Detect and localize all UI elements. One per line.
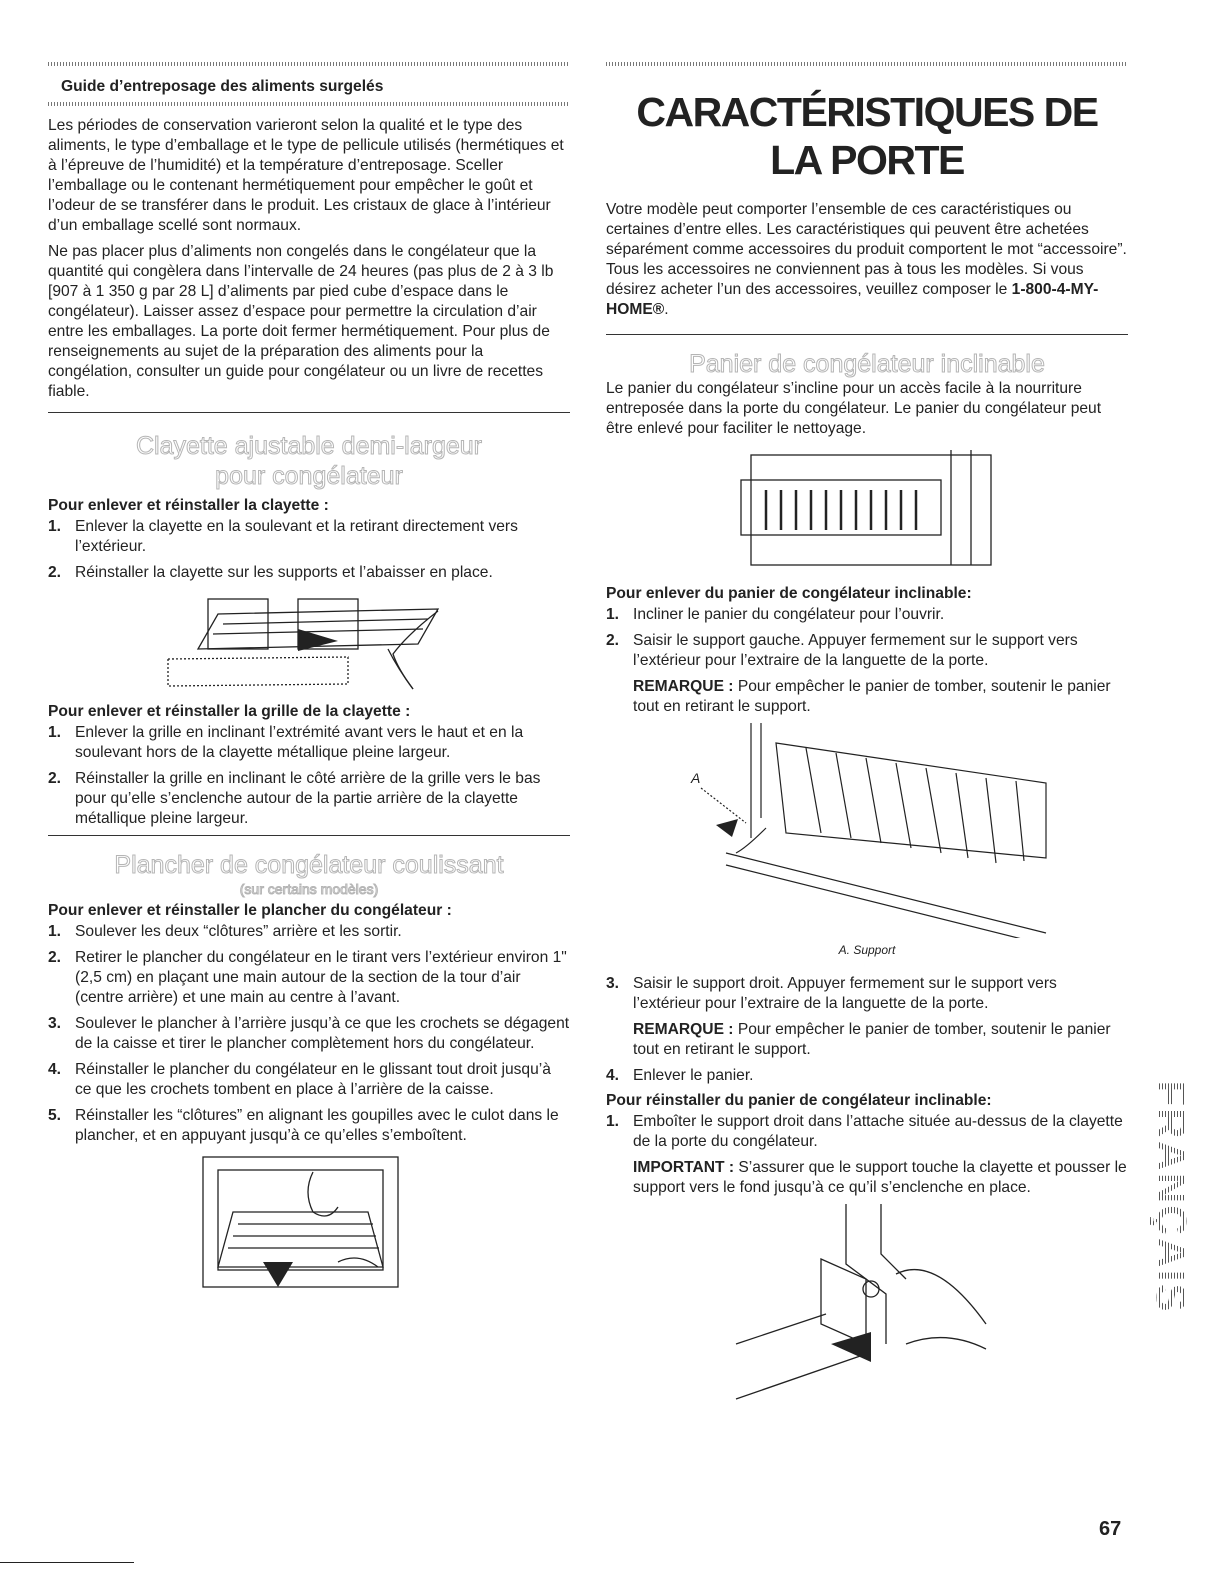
shelf-illustration <box>48 589 570 699</box>
divider <box>48 62 570 66</box>
divider <box>48 835 570 836</box>
list-item: 3. Saisir le support droit. Appuyer fermement sur le support vers l’extérieur pour l’extraire de la languette de la porte. REMARQUE : Pour empêcher le panier de tomber, soutenir le panier tout en retirant le support. <box>606 974 1128 1060</box>
basket-illustration <box>606 445 1128 575</box>
list-item: 3. Soulever le plancher à l’arrière jusqu’à ce que les crochets se dégagent de la caisse et tirer le plancher complètement hors du congélateur. <box>48 1015 570 1052</box>
list-item: 4. Enlever le panier. <box>606 1067 754 1084</box>
page-title <box>606 88 1128 184</box>
divider <box>606 62 1128 66</box>
guide-paragraph-1: Les périodes de conservation varieront selon la qualité et le type des aliments, le type d’emballage et le type de pellicule utilisés (hermétiques et à l’épreuve de l’humidité) et la température d’entreposage. Sceller l’emballage ou le contenant hermétiquement pour empêcher le goût et l’odeur de se transférer dans le produit. Les cristaux de glace à l’intérieur d’un emballage scellé sont normaux. <box>48 117 564 234</box>
divider <box>48 102 570 106</box>
page-title-line-1: CARACTÉRISTIQUES DE <box>636 89 1098 135</box>
remove-subheading: Pour enlever du panier de congélateur inclinable: <box>606 585 972 602</box>
install-illustration <box>606 1204 1128 1404</box>
shelf-subheading: Pour enlever et réinstaller la clayette : <box>48 497 329 514</box>
list-item: 4. Réinstaller le plancher du congélateur en le glissant tout droit jusqu’à ce que les crochets tombent en place à l’arrière de la caisse. <box>48 1061 551 1098</box>
list-item: 2. Retirer le plancher du congélateur en le tirant vers l’extérieur environ 1" (2,5 cm) en plaçant une main autour de la section de la tour d’air (centre arrière) et une main au centre à l’avant. <box>48 949 567 1006</box>
floor-subheading: Pour enlever et réinstaller le plancher du congélateur : <box>48 902 452 919</box>
list-item: 5. Réinstaller les “clôtures” en alignant les goupilles avec le culot dans le plancher, et en appuyant jusqu’à ce qu’elles s’emboîtent. <box>48 1107 559 1144</box>
divider <box>48 412 570 413</box>
grid-subheading: Pour enlever et réinstaller la grille de la clayette : <box>48 703 411 720</box>
list-item: 2. Réinstaller la grille en inclinant le côté arrière de la grille vers le bas pour qu’elle s’enclenche autour de la partie arrière de la clayette métallique pleine largeur. <box>48 770 541 827</box>
page-number: 67 <box>1099 1518 1122 1540</box>
page-title-line-2: LA PORTE <box>770 137 964 183</box>
install-steps <box>606 1112 1128 1198</box>
shelf-section-title: Clayette ajustable demi-largeur <box>135 432 482 460</box>
basket-paragraph: Le panier du congélateur s’incline pour un accès facile à la nourriture entreposée dans la porte du congélateur. Le panier du congélateur peut être enlevé pour faciliter le nettoyage. <box>606 380 1102 437</box>
basket-section-title: Panier de congélateur inclinable <box>689 350 1045 378</box>
list-item: 1. Incliner le panier du congélateur pour l’ouvrir. <box>606 606 945 623</box>
remove-steps <box>606 605 1128 717</box>
divider <box>0 1562 134 1563</box>
intro-paragraph: Votre modèle peut comporter l’ensemble de ces caractéristiques ou certaines d’entre elles. Les caractéristiques qui peuvent être achetées séparément comme accessoires du produit comportent le mot “accessoire”. Tous les accessoires ne conviennent pas à tous les modèles. Si vous désirez acheter l’un des accessoires, veuillez composer le 1-800-4-MY-HOME®. <box>606 201 1127 318</box>
guide-title: Guide d’entreposage des aliments surgelés <box>61 78 384 95</box>
side-language-tab: FRANÇAIS <box>1148 1080 1195 1314</box>
remark: REMARQUE : Pour empêcher le panier de tomber, soutenir le panier tout en retirant le support. <box>633 678 1111 715</box>
guide-paragraph-2: Ne pas placer plus d’aliments non congelés dans le congélateur que la quantité qui congèlera dans l’intervalle de 24 heures (pas plus de 2 à 3 lb [907 à 1 350 g par 28 L] d’aliments par pied cube d’espace dans le congélateur). Laisser assez d’espace pour permettre la circulation d’air entre les emballages. La porte doit fermer hermétiquement. Pour plus de renseignements au sujet de la préparation des aliments pour la congélation, consulter un guide pour congélateur ou un livre de recettes fiable. <box>48 243 554 400</box>
grid-steps <box>48 723 570 829</box>
phone-number: 1-800-4-MY-HOME® <box>606 281 1099 318</box>
list-item: 1. Enlever la grille en inclinant l’extrémité avant vers le haut et en la soulevant hors de la clayette métallique pleine largeur. <box>48 724 524 761</box>
figure-label-a: A <box>691 770 701 786</box>
floor-section-title: Plancher de congélateur coulissant <box>114 851 504 879</box>
shelf-steps <box>48 517 570 583</box>
shelf-section-title-line-2: pour congélateur <box>215 462 403 490</box>
figure-caption: A. Support <box>838 943 896 957</box>
floor-steps <box>48 922 570 1146</box>
support-illustration <box>606 723 1128 938</box>
list-item: 1. Emboîter le support droit dans l’attache située au-dessus de la clayette de la porte du congélateur. IMPORTANT : S’assurer que le support touche la clayette et pousser le support vers le fond jusqu’à ce qu’il s’enclenche en place. <box>606 1113 1127 1196</box>
remove-steps-continued <box>606 974 1128 1086</box>
install-subheading: Pour réinstaller du panier de congélateur inclinable: <box>606 1092 992 1109</box>
floor-illustration <box>48 1152 570 1292</box>
remark: REMARQUE : Pour empêcher le panier de tomber, soutenir le panier tout en retirant le support. <box>633 1021 1111 1058</box>
left-column <box>48 62 570 1292</box>
list-item: 2. Réinstaller la clayette sur les supports et l’abaisser en place. <box>48 564 493 581</box>
important-note: IMPORTANT : S’assurer que le support touche la clayette et pousser le support vers le fond jusqu’à ce qu’il s’enclenche en place. <box>633 1159 1127 1196</box>
floor-section-note: (sur certains modèles) <box>239 881 379 897</box>
list-item: 1. Soulever les deux “clôtures” arrière et les sortir. <box>48 923 402 940</box>
list-item: 2. Saisir le support gauche. Appuyer fermement sur le support vers l’extérieur pour l’extraire de la languette de la porte. REMARQUE : Pour empêcher le panier de tomber, soutenir le panier tout en retirant le support. <box>606 631 1128 717</box>
divider <box>606 334 1128 335</box>
right-column <box>606 62 1128 1404</box>
list-item: 1. Enlever la clayette en la soulevant et la retirant directement vers l’extérieur. <box>48 518 518 555</box>
